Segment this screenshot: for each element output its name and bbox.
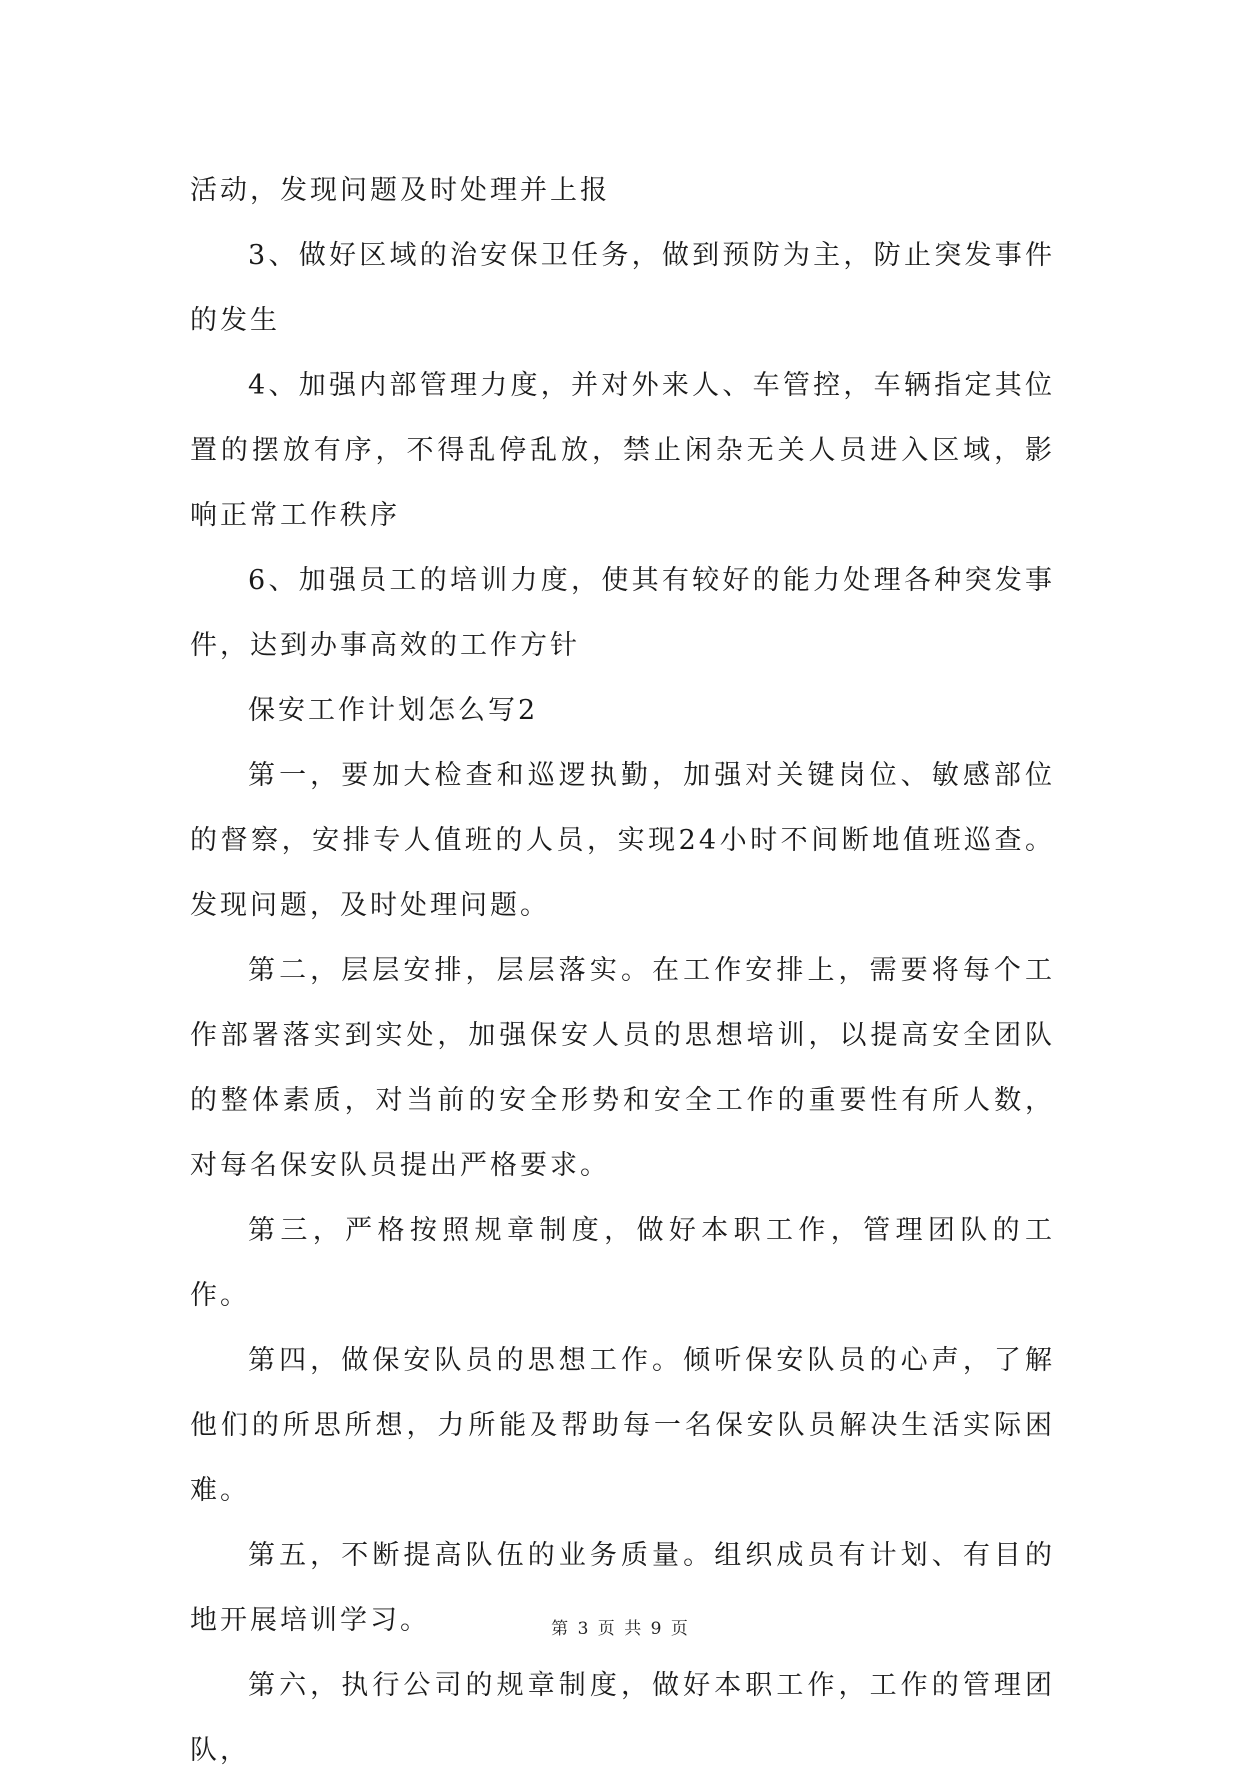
document-body	[190, 158, 1055, 1783]
paragraph: 3、做好区域的治安保卫任务，做到预防为主，防止突发事件的发生	[190, 240, 1055, 336]
paragraph: 4、加强内部管理力度，并对外来人、车管控，车辆指定其位置的摆放有序，不得乱停乱放，禁止闲杂无关人员进入区域，影响正常工作秩序	[190, 370, 1055, 531]
paragraph: 第四，做保安队员的思想工作。倾听保安队员的心声，了解他们的所思所想，力所能及帮助每一名保安队员解决生活实际困难。	[190, 1345, 1055, 1506]
section-heading: 保安工作计划怎么写2	[248, 695, 539, 726]
paragraph: 第三，严格按照规章制度，做好本职工作，管理团队的工作。	[190, 1215, 1055, 1311]
paragraph: 第一，要加大检查和巡逻执勤，加强对关键岗位、敏感部位的督察，安排专人值班的人员，实现24小时不间断地值班巡查。发现问题，及时处理问题。	[190, 760, 1055, 921]
paragraph: 第五，不断提高队伍的业务质量。组织成员有计划、有目的地开展培训学习。	[190, 1540, 1055, 1636]
paragraph: 第二，层层安排，层层落实。在工作安排上，需要将每个工作部署落实到实处，加强保安人员的思想培训，以提高安全团队的整体素质，对当前的安全形势和安全工作的重要性有所人数，对每名保安队员提出严格要求。	[190, 955, 1055, 1181]
paragraph: 活动，发现问题及时处理并上报	[190, 175, 610, 206]
page-number-footer: 第 3 页 共 9 页	[551, 1619, 690, 1639]
paragraph: 第六，执行公司的规章制度，做好本职工作，工作的管理团队，	[190, 1670, 1055, 1766]
paragraph: 6、加强员工的培训力度，使其有较好的能力处理各种突发事件，达到办事高效的工作方针	[190, 565, 1055, 661]
